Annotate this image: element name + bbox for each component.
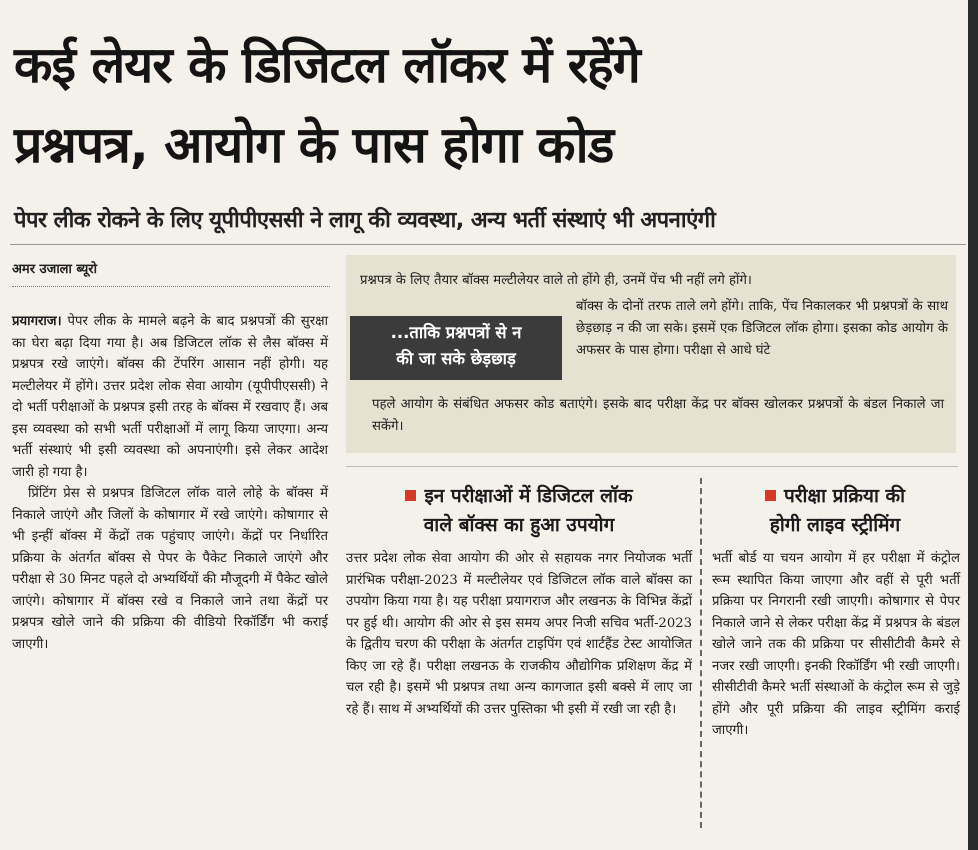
subheadline: पेपर लीक रोकने के लिए यूपीपीएससी ने लागू की व्यवस्था, अन्य भर्ती संस्थाएं भी अपनाएंगी: [14, 208, 716, 233]
middle-column-body: उत्तर प्रदेश लोक सेवा आयोग की ओर से सहायक नगर नियोजक भर्ती प्रारंभिक परीक्षा-2023 में मल्टीलेयर एवं डिजिटल लॉक वाले बॉक्स का उपयोग किया गया है। यह परीक्षा प्रयागराज और लखनऊ के विभिन्न केंद्रों पर हुई थी। आयोग की ओर से इस समय अपर निजी सचिव भर्ती-2023 के द्वितीय चरण की परीक्षा के अंतर्गत टाइपिंग एवं शार्टहैंड टेस्ट आयोजित किए जा रहे हैं। परीक्षा लखनऊ के राजकीय औद्योगिक प्रशिक्षण केंद्र में चल रही है। इसमें भी प्रश्नपत्र तथा अन्य कागजात इसी बक्से में लाए जा रहे हैं। साथ में अभ्यर्थियों की उत्तर पुस्तिका भी इसी में रखी जा रही है।: [346, 551, 692, 717]
bullet-square-icon: [405, 490, 416, 501]
column-divider: [700, 478, 702, 828]
highlight-bottom-text: पहले आयोग के संबंधित अफसर कोड बताएंगे। इसके बाद परीक्षा केंद्र पर बॉक्स खोलकर प्रश्नपत्रों के बंडल निकाले जा सकेंगे।: [372, 397, 944, 434]
right-section-title: [710, 482, 960, 540]
byline: अमर उजाला ब्यूरो: [12, 262, 97, 277]
left-paragraph-2: प्रिंटिंग प्रेस से प्रश्नपत्र डिजिटल लॉक वाले लोहे के बॉक्स में निकाले जाएंगे और जिलों के कोषागार में रखे जाएंगे। कोषागार से भी इन्हीं बॉक्स में केंद्रों तक पहुंचाए जाएंगे। केंद्रों पर निर्धारित प्रक्रिया के अंतर्गत बॉक्स से पेपर के पैकेट निकाले जाएंगे और परीक्षा से 30 मिनट पहले दो अभ्यर्थियों की मौजूदगी में पैकेट खोले जाएंगे। कोषागार में बॉक्स रखे व निकाले जाने तथा केंद्रों पर प्रश्नपत्र खोले जाने की प्रक्रिया की वीडियो रिकॉर्डिंग भी कराई जाएगी।: [12, 486, 328, 652]
top-divider: [10, 244, 966, 245]
section-divider: [346, 466, 958, 467]
left-column: [12, 311, 328, 655]
dateline-place: प्रयागराज।: [12, 314, 62, 329]
middle-title-line-2: वाले बॉक्स का हुआ उपयोग: [423, 514, 615, 536]
highlight-top-line: प्रश्नपत्र के लिए तैयार बॉक्स मल्टीलेयर वाले तो होंगे ही, उनमें पेंच भी नहीं लगे होंगे।: [360, 273, 752, 288]
pull-quote: [350, 316, 562, 380]
pull-quote-line-2: की जा सके छेड़छाड़: [396, 349, 516, 368]
highlight-right-text: बॉक्स के दोनों तरफ ताले लगे होंगे। ताकि, पेंच निकालकर भी प्रश्नपत्रों के साथ छेड़छाड़ न की जा सके। इसमें एक डिजिटल लॉक होगा। इसका कोड आयोग के अफसर के पास होगा। परीक्षा से आधे घंटे: [576, 299, 948, 358]
headline-line-1: कई लेयर के डिजिटल लॉकर में रहेंगे: [14, 36, 640, 94]
pull-quote-line-1: ...ताकि प्रश्नपत्रों से न: [390, 323, 522, 342]
left-paragraph-1-text: पेपर लीक के मामले बढ़ने के बाद प्रश्नपत्रों की सुरक्षा का घेरा बढ़ा दिया गया है। अब डिजिटल लॉक से लैस बॉक्स में प्रश्नपत्र रखे जाएंगे। बॉक्स की टेंपरिंग आसान नहीं होगी। यह मल्टीलेयर में होंगे। उत्तर प्रदेश लोक सेवा आयोग (यूपीपीएससी) ने दो भर्ती परीक्षाओं के प्रश्नपत्र इसी तरह के बॉक्स में रखवाए हैं। अब इस व्यवस्था को सभी भर्ती परीक्षाओं में लागू किया जाएगा। अन्य भर्ती संस्थाएं भी इसी व्यवस्था को अपनाएंगी। इसे लेकर आदेश जारी हो गया है।: [12, 314, 328, 480]
right-title-line-1: परीक्षा प्रक्रिया की: [710, 482, 960, 511]
left-paragraph-1: [12, 311, 328, 483]
middle-title-line-1: इन परीक्षाओं में डिजिटल लॉक: [346, 482, 692, 511]
headline: [14, 36, 964, 174]
byline-divider: [12, 286, 330, 287]
page-edge: [968, 0, 978, 850]
right-column-body: भर्ती बोर्ड या चयन आयोग में हर परीक्षा में कंट्रोल रूम स्थापित किया जाएगा और वहीं से पूरी भर्ती प्रक्रिया पर निगरानी रखी जाएगी। कोषागार से पेपर निकाले जाने से लेकर परीक्षा केंद्र में प्रश्नपत्र के बंडल खोले जाने तक की प्रक्रिया पर सीसीटीवी कैमरे से नजर रखी जाएगी। इनकी रिकॉर्डिंग भी रखी जाएगी। सीसीटीवी कैमरे भर्ती संस्थाओं के कंट्रोल रूम से जुड़े होंगे और पूरी प्रक्रिया की लाइव स्ट्रीमिंग कराई जाएगी।: [712, 551, 960, 738]
bullet-square-icon: [765, 490, 776, 501]
headline-line-2: प्रश्नपत्र, आयोग के पास होगा कोड: [14, 116, 614, 174]
right-title-line-2: होगी लाइव स्ट्रीमिंग: [769, 514, 901, 536]
middle-section-title: [346, 482, 692, 540]
